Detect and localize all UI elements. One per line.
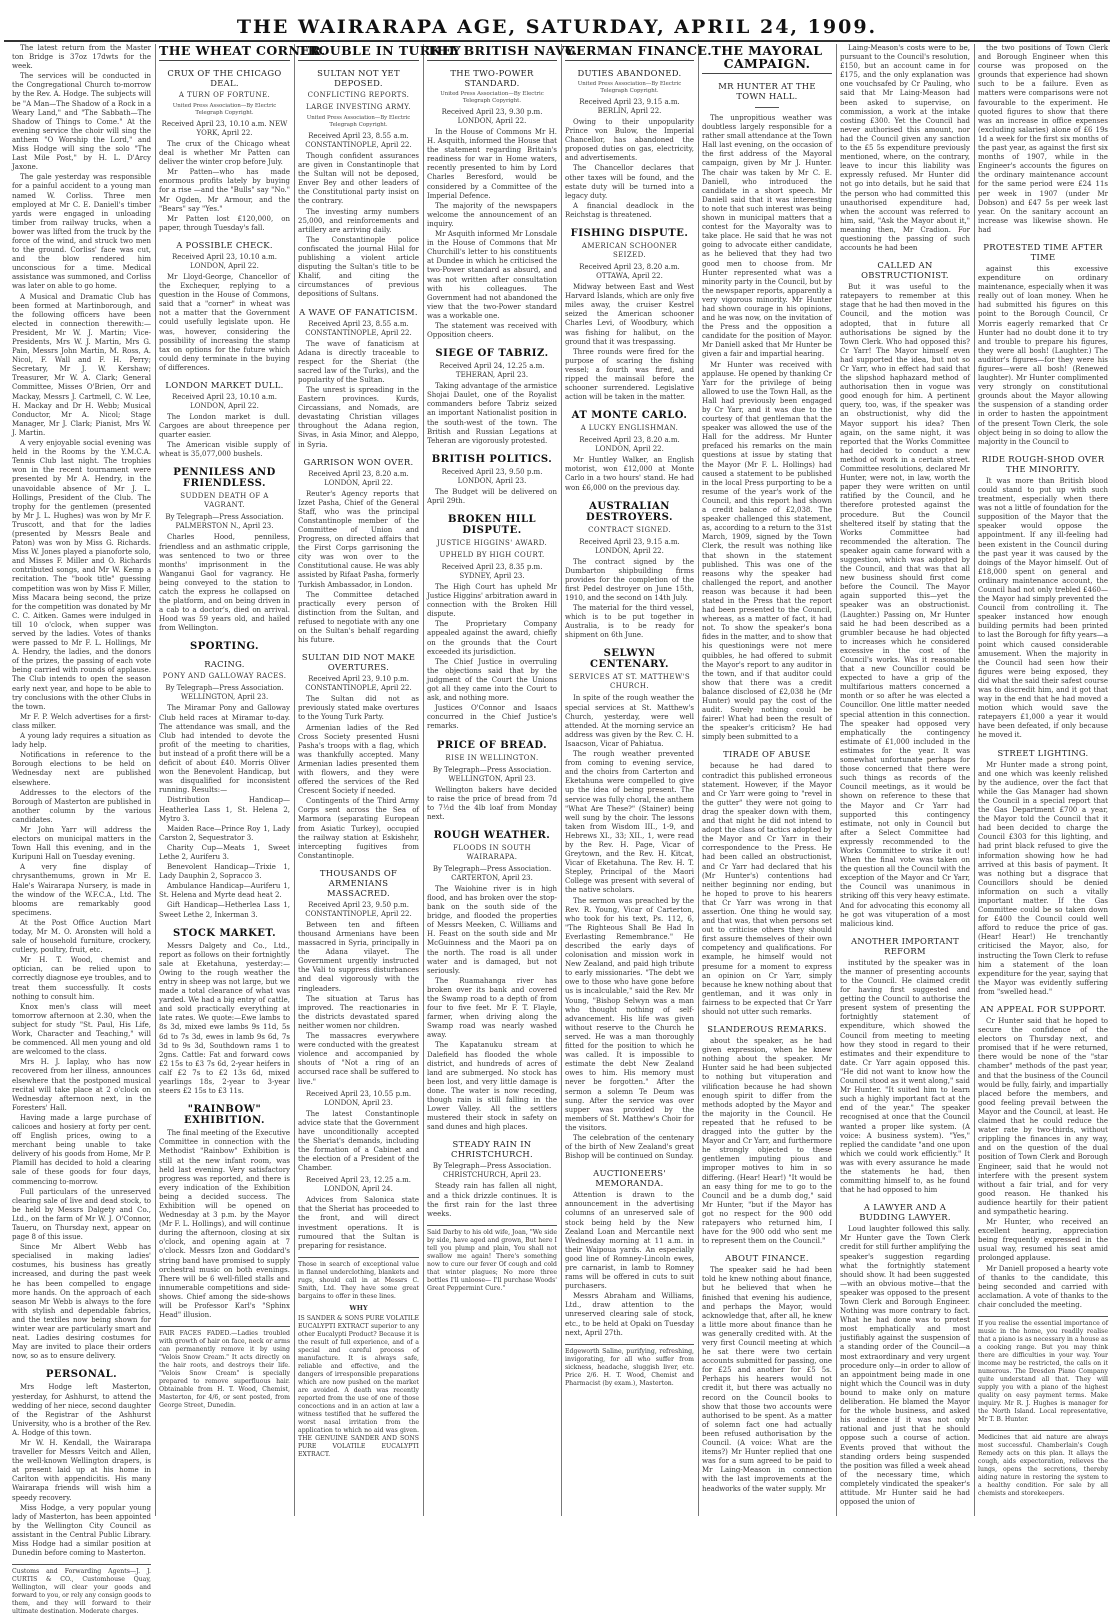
section-heading: STREET LIGHTING.	[997, 747, 1089, 758]
article-body	[978, 265, 1108, 447]
paragraph: The wave of fanaticism at Adana is directly traceable to respect for the Sheriat (the sacred law of the Turks), and the popularity of the Sultan.	[298, 339, 419, 384]
dateline: Received April 23, 10.10 a.m. LONDON, April 22.	[172, 392, 277, 410]
paragraph: Between ten and fifteen thousand Armenians have been massacred in Syria, principally in the Adana vilayet. The Government urgently instructed the Vali to suppress disturbances and deal vigorously with the ringleaders.	[298, 920, 419, 993]
paragraph: Advices from Salonica state that the Sheriat has proceeded to the front, and will direct investment operations. It is rumoured that the Sultan is preparing for resistance.	[298, 1196, 419, 1250]
advertisement-text: If you realise the essential importance of music in the home, you readily realise that a piano is as necessary in a house as a cooking range. But you may think there are difficulties in your way. Your income may be restricted, the calls on it numerous. The Dresden Piano Company quite understand all that. They will supply you with a piano of the highest quality on easy payment terms. Make inquiry. Mr R. J. Hughes is manager for the North Island. Local representative, Mr T. B. Hunter.	[978, 1320, 1108, 1423]
section-subheading: UPHELD BY HIGH COURT.	[439, 551, 545, 559]
advertisement-text: FAIR FACES FADED.—Ladies troubled with growth of hair on face, neck or arms can permanently remove it by using "Velois Snow Cream." It acts directly on the hair roots, and destroys their life. "Velois Snow Cream" is specially prepared to remove superfluous hair. Obtainable from H. T. Wood, Chemist, Masterton, for 4/6, or sent posted, from George Street, Dunedin.	[159, 1330, 290, 1410]
paragraph: Reuter's Agency reports that Izzet Pasha, Chief of the General Staff, who was the principal Constantinople member of the Committee of Union and Progress, on directed affairs that the First Corps garrisoning the city was won over to the Constitutional cause. He was ably assisted by Rifaat Pasha, formerly Turkish Ambassador, in London.	[298, 489, 419, 589]
article-body	[840, 1225, 970, 1507]
section-subheading: A TURN OF FORTUNE.	[178, 91, 271, 99]
article-body	[565, 694, 694, 1161]
paragraph: The Budget will be delivered on April 29th.	[427, 487, 557, 505]
paragraph: against this excessive expenditure on ordinary maintenance, especially when it was really out of loan money. When he had submitted his figures on this point to the Borough Council, Cr Morris eagerly remarked that Cr Hunter had no doubt done it to try and trouble to prepare his figures, they were all bosh! (Laughter.) The auditor's figures—for they were his figures—were all bosh! (Renewed laughter). Mr Hunter complimented very strongly on constitutional grounds about the Mayor allowing the suspension of a standing order in order to hasten the appointment of the present Town Clerk, the sole object being in so doing to allow the majority in the Council to	[978, 264, 1108, 446]
dateline: Received April 24, 12.25 a.m. TEHERAN, April 23.	[439, 362, 545, 380]
article-body	[978, 477, 1108, 741]
article-body	[565, 558, 694, 641]
paragraph: The final meeting of the Executive Committee in connection with the Methodist "Rainbow" Exhibition is still at the new infant room, was held last evening. Very satisfactory progress was reported, and there is every indication of the Exhibition being a decided success. The Exhibition will be opened on Wednesday at 3 p.m. by the Mayor (Mr F. L. Hollings), and will continue during the afternoon, closing at six o'clock, and opening again at 7 o'clock. Messrs Izon and Goddard's string band have promised to supply orchestral music on both evenings. There will be 6 well-filled stalls and innumerable competitions and side-shows. Chief among the side-shows will be Professor Karl's "Sphinx Head" illusion.	[159, 1129, 290, 1320]
paragraph: At the Post Office Auction Mart today, Mr M. O. Aronsten will hold a sale of household furniture, crockery, cutlery, poultry, fruit, etc.	[12, 918, 151, 955]
paragraph: Justices O'Connor and Isaacs concurred in the Chief Justice's remarks.	[427, 704, 557, 731]
paragraph: A Musical and Dramatic Club has been formed at Martinborough, and the following officers have been elected in connection therewith:—President, Mr W. J. Martin; Vice-Presidents, Mrs W. J. Martin, Mrs G. Pain, Messrs John Martin, M. Ross, A. Nicol, F. Wall and F. H. Perry; Secretary, Mr J. W. Kershaw; Treasurer, Mr W. A. Clark; General Committee, Misses O'Brien, Orr and Mackay, Messrs J. Cartmell, C. W. Lee, H. Mackay and Dr H. Webb; Musical Conductor, Mr A. Nicol; Stage Manager, Mr J. Clark; Pianist, Mrs W. J. Martin.	[12, 292, 151, 437]
paragraph: Armenian ladies of the Red Cross Society presented Husni Pasha's troops with a flag, which was thankfully accepted. Many Armenian ladies presented them with flowers, and they were offered the services of the Red Crescent Society if needed.	[298, 723, 419, 796]
paragraph: Having made a large purchase of calicoes and hosiery at forty per cent. off English prices, owing to a merchant being unable to take delivery of his goods from Home, Mr P. Plamill has decided to hold a clearing sale of these goods for four days, commencing to-morrow.	[12, 1113, 151, 1186]
column-divider	[836, 44, 837, 1516]
section-heading: SULTAN DID NOT MAKE OVERTURES.	[301, 652, 416, 673]
section-heading: AUSTRALIAN DESTROYERS.	[586, 500, 673, 523]
paragraph: The High Court has upheld Mr Justice Higgins' arbitration award in connection with the Broken Hill dispute.	[427, 583, 557, 619]
section-heading: ROUGH WEATHER.	[433, 829, 551, 841]
section-subheading: CONFLICTING REPORTS.	[307, 91, 410, 99]
section-heading: TIRADE OF ABUSE	[723, 749, 811, 760]
paragraph: The investing army numbers 25,000, and reinforcements and artillery are arriving daily.	[298, 207, 419, 234]
paragraph: Laing-Meason's costs were to be, pursuant to the Council's resolution, £150, but an account came in for £175, and the only explanation was one vouchsafed by Cr Pauling, who said that Mr Laing-Meason had been asked to supervise, on commission, a work at the intake costing £300. Yet the Council had never authorised this amount, nor had the Council given any sanction to the £5 5s expenditure previously mentioned, where, on the contrary, leave to incur this liability was expressly refused. Mr Hunter did not go into details, but he said that the person who had committed this unauthorised expenditure had, when the account was referred to him, said, "Ask the Mayor about it," meaning then, Mr Cradion. For questioning the passing of such accounts he had been	[840, 44, 970, 253]
paragraph: Addresses to the electors of the Borough of Masterton are published in another column by the various candidates.	[12, 788, 151, 824]
paragraph: The Sultan did not as previously stated make overtures to the Young Turk Party.	[298, 695, 419, 722]
dateline: Received April 23, 8.35 p.m. SYDNEY, April 23.	[441, 563, 543, 580]
section-heading: SULTAN NOT YET DEPOSED.	[317, 68, 400, 88]
paragraph: Full particulars of the unreserved clearing sale of live and dead stock, to be held by Messrs Dalgety and Co., Ltd., on the farm of Mr W. J. O'Connor, Taueru, on Thursday next, appear on page 8 of this issue.	[12, 1187, 151, 1242]
paragraph: The Miramar Pony and Galloway Club held races at Miramar to-day. The attendance was small, and the Club had intended to devote the profit of the meeting to charities, but instead of a profit there will be a deficit of about £40. Morris Oliver won the Benevolent Handicap, but was disqualified for inconsistent running. Results:—	[159, 704, 290, 795]
personal-paragraphs	[12, 1383, 151, 1558]
article-body	[159, 704, 290, 919]
article-body	[978, 761, 1108, 997]
paragraph: The American visible supply of wheat is 35,077,000 bushels.	[159, 441, 290, 459]
section-heading: STOCK MARKET.	[172, 927, 277, 939]
paragraph: Mr Daniell proposed a hearty vote of thanks to the candidate, this being seconded and carried with acclamation. A vote of thanks to the chair concluded the meeting.	[978, 1264, 1108, 1309]
article-body	[565, 1191, 694, 1338]
dateline: By Telegraph—Press Association. WELLINGTON, April 23.	[432, 765, 552, 783]
paragraph: The celebration of the centenary of the birth of New Zealand's great Bishop will be continued on Sunday.	[565, 1133, 694, 1161]
column-headline: TROUBLE IN TURKEY	[298, 44, 419, 61]
paragraph: Mr John Yarr will address the electors on municipal matters in the Town Hall this evening, and in the Kuripuni Hall on Tuesday evening.	[12, 825, 151, 862]
article-body	[298, 1110, 419, 1174]
paragraph: The contract signed by the Dumbarton shipbuilding firms provides for the completion of the first Pedel destroyer on June 15th, 1910, and the second on 14th July.	[565, 557, 694, 602]
paragraph: Mr Asquith informed Mr Lonsdale in the House of Commons that Mr Churchill's letter to his constituents at Dundee in which he criticised the two-Power standard as absurd, and was not written after consultation with his colleagues. The Government had not abandoned the view that the two-Power standard was a workable one.	[427, 230, 557, 320]
section-heading: SELWYN CENTENARY.	[589, 648, 670, 671]
paragraph: Notifications in reference to the Borough elections to be held on Wednesday next are published elsewhere.	[12, 751, 151, 787]
paragraph: Benevolent Handicap—Trixie 1, Lady Dauphin 2, Sopracco 3.	[159, 863, 290, 881]
paragraph: about the speaker, as he had given expression, when he knew nothing about the speaker. Mr Hunter said he had been subjected to nothing but vituperation and vilification because he had shown enough spirit to differ from the methods adopted by the Mayor and the majority in the Council. He repeated that he refused to be dragged into the gutter by the Mayor and Cr Yarr, and furthermore he strongly objected to these gentlemen imputing pious and improper motives to him in so differing. (Hear! Hear!) "It would be an easy thing for me to go to the Council and be a dumb dog," said Mr Hunter, "but if the Mayor has got no respect for the 900 odd ratepayers who returned him, I have for the 900 odd who sent me to represent them on the Council."	[702, 1037, 832, 1246]
article-body	[978, 44, 1108, 235]
paragraph: A young lady requires a situation as lady help.	[12, 732, 151, 750]
paragraph: Mr Patten—who has made enormous profits lately by buying for a rise —and the "Bulls" say "No." Mr Ogden, Mr Armour, and the "Bears" say "Yes."	[159, 168, 290, 213]
paragraph: The majority of the newspapers welcome the announcement of an inquiry.	[427, 201, 557, 228]
column-wheat-corner	[159, 43, 326, 1516]
column-divider	[155, 44, 156, 1516]
wire-credit: United Press Association—By Electric Telegraph Copyright.	[306, 115, 411, 128]
article-body	[702, 1266, 832, 1493]
page-left-margin	[0, 0, 6, 1523]
advertisement-text: Said Darby to his old wife, Joan, "We side by side, have aged and grown, But here I tell you plump and plain, You shall not swallow me again! There's something now to cure our fever Of cough and cold that winter plagues; No more three bottles I'll unloose— I'll purchase Woods' Great Peppermint Cure."	[427, 1228, 557, 1292]
paragraph: Messrs Abraham and Williams, Ltd., draw attention to the unreserved clearing sale of stock, etc., to be held at Opaki on Tuesday next, April 27th.	[565, 1292, 694, 1337]
dateline: Received April 23, 12.25 a.m. LONDON, April 24.	[306, 1176, 411, 1194]
dateline: Received April 23, 9.15 a.m. LONDON, April 22.	[579, 537, 680, 555]
article-body	[298, 340, 419, 450]
advertisement	[565, 1344, 694, 1388]
paragraph: Attention is drawn to the announcement in the advertising columns of an unreserved sale of stock being held by the New Zealand Loan and Mercantile next Wednesday morning at 11 a.m. in their Waipoua yards. An especially good line of Romney-Lincoln ewes, pre carnarist, in lamb to Romney rams will be offered in cuts to suit purchasers.	[565, 1191, 694, 1291]
section-heading: SPORTING.	[189, 641, 259, 653]
section-heading: FISHING DISPUTE.	[570, 228, 689, 240]
section-heading: DUTIES ABANDONED.	[577, 68, 682, 78]
article-body	[159, 140, 290, 233]
paragraph: A financial deadlock in the Reichstag is threatened.	[565, 201, 694, 219]
column-trouble-in-turkey	[298, 43, 462, 1516]
article-body	[427, 128, 557, 340]
paragraph: It was more than British blood could stand to put up with such treatment, especially when there was not a little of foundation for the supposition of the Mayor that the speaker would oppose the appointment. If any ill-feeling had been existent in the Council during the past year it was caused by the doings of the Mayor himself. Out of £18,000 spent on general and ordinary maintenance account, the Council had not only trebled £460—the Mayor had simply prevented the Council from controlling it. The speaker instanced how enough building permits had been printed to last the Borough for fifty years—a point which caused considerable amusement. When the majority in the Council had seen how their figures were being exposed, they did what the said their safest course was to discredit him, and it got that way in the end that he had moved a motion which would save the ratepayers £1,000 a year it would have been defeated, if only because he moved it.	[978, 476, 1108, 740]
section-heading: STEADY RAIN IN CHRISTCHURCH.	[451, 1139, 533, 1160]
paragraph: A very fine display of chrysanthemums, grown in Mr E. Hale's Wairarapa Nursery, is made in the window of the W.F.C.A., Ltd. The blooms are remarkably good specimens.	[12, 863, 151, 917]
article-body	[298, 1196, 419, 1251]
section-heading: BRITISH POLITICS.	[431, 453, 553, 465]
section-subheading: A LUCKY ENGLISHMAN.	[580, 424, 679, 433]
section-subheading: FLOODS IN SOUTH WAIRARAPA.	[453, 843, 531, 861]
paragraph: Mrs H. J. Iaplay, who has now recovered from her illness, announces elsewhere that the postponed musical recital will take place at 2 o'clock on Wednesday afternoon next, in the Foresters' Hall.	[12, 1058, 151, 1112]
advertisement	[12, 1564, 151, 1616]
column-divider	[698, 44, 699, 1516]
column-mayoral-campaign-continued	[840, 44, 970, 1516]
paragraph: Mr Hunter, who received an excellent hearing, appreciation being frequently expressed in the usual way, resumed his seat amid prolonged applause.	[978, 1218, 1108, 1263]
paragraph: The statement was received with Opposition cheers.	[427, 321, 557, 340]
dateline: Received April 23, 9.50 p.m. CONSTANTINOPLE, April 22.	[305, 900, 412, 918]
advertisement	[427, 1225, 557, 1293]
masthead-rule	[4, 40, 1110, 42]
paragraph: Mr H. T. Wood, chemist and optician, can be relied upon to correctly diagnose eye troubles, and to treat them successfully. It costs nothing to consult him.	[12, 956, 151, 1001]
section-subheading: PONY AND GALLOWAY RACES.	[162, 672, 287, 681]
paragraph: Mr Lloyd-George, Chancellor of the Exchequer, replying to a question in the House of Commons, said that a "corner" in wheat was not a matter that the Government could usefully legislate upon. He was, however, considering the possibility of increasing the stamp tax on options for the future which could deny terminate in the buying of differences.	[159, 272, 290, 372]
section-heading: MR HUNTER AT THE TOWN HALL.	[718, 81, 816, 101]
article-body	[298, 490, 419, 646]
section-heading: SIEGE OF TABRIZ.	[435, 348, 549, 360]
dateline: Received April 23, 8.20 a.m. LONDON, April 22.	[579, 436, 680, 454]
paragraph: Wellington bakers have decided to raise the price of bread from 7d to 7½d the 4lb loaf from Monday next.	[427, 785, 557, 821]
advertisement-text: Edgeworth Saline, purifying, refreshing, invigorating, for all who suffer from sickness, headache, sluggish liver, etc. Price 2/6. H. T. Wood, Chemist and Pharmacist (by exam.), Masterton.	[565, 1347, 694, 1387]
paragraph: Owing to their unpopularity Prince von Bulow, the Imperial Chancellor, has abandoned the proposed duties on gas, electricity, and advertisements.	[565, 118, 694, 163]
section-heading: PRICE OF BREAD.	[436, 739, 548, 751]
paragraph: The Constantinople police confiscated the journal Hilal for publishing a violent article disputing the Sultan's title to be Khalif, and citing the circumstances of previous depositions of Sultans.	[298, 235, 419, 299]
dateline: Received April 23, 8.20 a.m. OTTAWA, April 22.	[579, 263, 680, 281]
section-heading: GARRISON WON OVER.	[303, 456, 414, 467]
local-news-paragraphs	[12, 44, 151, 1361]
section-subheading: RACING.	[204, 659, 245, 670]
section-subheading: RISE IN WELLINGTON.	[445, 753, 539, 762]
paragraph: Midway between East and West Harvard Islands, which are only five miles away, the cruiser Kestrel seized the American schooner Charles Levi, of Woodbury, which was fishing for halibut, on the ground that it was trespassing.	[565, 283, 694, 346]
article-body	[840, 959, 970, 1195]
column-headline: THE WHEAT CORNER.	[159, 44, 290, 61]
paragraph: The Ruamahanga river has broken over its bank and covered the Swamp road to a depth of from four to five feet. Mr F. T. Flayle, farmer, when driving along the Swamp road was nearly washed away.	[427, 976, 557, 1040]
paragraph: The unrest is spreading in the Eastern provinces. Kurds, Circassians, and Nomads, are devastating Christian villages throughout the Adana region, Sivas, in Asia Minor, and Aleppo, in Syria.	[298, 385, 419, 449]
dateline: Received April 23, 9.30 p.m. LONDON, April 22.	[441, 108, 543, 125]
paragraph: Maiden Race—Prince Roy 1, Lady Carston 2, Sequestrator 3.	[159, 824, 290, 842]
paragraph: The sermon was preached by the Rev. R. Young, Vicar of Carterton, who took for his text, Ps. 112, 6, "The Righteous Shall Be Had In Everlasting Remembrance." He described the early days of colonisation and mission work in New Zealand, and paid high tribute to early missionaries. "The debt we owe to those who have gone before us is incalculable," said the Rev. Mr Young, "Bishop Selwyn was a man who thought nothing of self-advancement. His life was given without reserve to the Church he served. He was a man thoroughly fitted for the position to which he was called. It is impossible to estimate the debt New Zealand owes to him. His memory must never be forgotten." After the sermon a solemn Te Deum was sung. After the service was over supper was provided by the members of St. Matthew's Choir for the visitors.	[565, 896, 694, 1132]
column-divider	[423, 44, 424, 1516]
article-body	[840, 44, 970, 253]
paragraph: The Committee detached practically every person of distinction from the Sultan, and refused to negotiate with any one on the Sultan's behalf regarding his future.	[298, 590, 419, 645]
dateline: Received April 23, 8.20 a.m. LONDON, April 22.	[308, 469, 409, 487]
advertisement-text: IS SANDER & SONS PURE VOLATILE EUCALYPTI EXTRACT superior to any other Eucalypti Product? Because it is the result of full experience, and of a special and careful process of manufacture. It is always safe, reliable and effective, and the dangers of irresponsible preparations which are now pushed on the market are avoided. A death was recently reported from the use of one of those concoctions and in an action at law a witness testified that he suffered the worst nasal irritation from the application to which no aid was given. THE GENUINE SANDER AND SONS PURE VOLATILE EUCALYPTI EXTRACT.	[298, 1314, 419, 1458]
advertisement-text: Those in search of exceptional value in flannel underclothing, blankets and rugs, should call in at Messrs C. Smith, Ltd. They have some great bargains to offer in these lines.	[298, 1260, 419, 1300]
column-headline: THE BRITISH NAVY.	[427, 44, 557, 61]
dateline: By Telegraph—Press Association. PALMERSTON N., April 23.	[165, 513, 284, 531]
separator-rule	[755, 107, 779, 108]
paragraph: Distribution Handicap—Heatherlea Lass 1, St. Helena 2, Mytro 3.	[159, 796, 290, 823]
article-body	[298, 921, 419, 1087]
article-body	[565, 456, 694, 492]
paragraph: Though confident assurances are given in Constantinople that the Sultan will not be deposed, Enver Bey and other leaders of the Constitutional party insist on the contrary.	[298, 152, 419, 206]
paragraph: In the House of Commons Mr H. H. Asquith, informed the House that the statement regarding Britain's readiness for war in Home waters, recently presented to him by Lord Charles Beresford, would be considered by a Committee of the Imperial Defence.	[427, 128, 557, 200]
paragraph: Steady rain has fallen all night, and a thick drizzle continues. It is the first rain for the last three weeks.	[427, 1182, 557, 1218]
article-body	[427, 583, 557, 732]
article-body	[702, 762, 832, 1017]
dateline: Received April 23, 10.10 a.m. NEW YORK, April 22.	[161, 120, 288, 137]
article-body	[978, 1017, 1108, 1310]
section-heading: AT MONTE CARLO.	[571, 410, 688, 422]
wire-credit: United Press Association—By Electric Telegraph Copyright.	[577, 81, 682, 94]
section-heading: SLANDEROUS REMARKS.	[707, 1024, 827, 1035]
article-body	[565, 283, 694, 402]
paragraph: Ambulance Handicap—Auriferu 1, St. Helena and Myrte dead heat 2.	[159, 882, 290, 900]
section-heading: A WAVE OF FANATICISM.	[299, 306, 418, 317]
column-divider	[974, 44, 975, 1516]
article-body	[159, 942, 290, 1097]
advertisement-heading: WHY	[349, 1303, 368, 1312]
section-heading: RIDE ROUGH-SHOD OVER THE MINORITY.	[981, 453, 1105, 474]
paragraph: Mrs Hodge left Masterton, yesterday, for Ashhurst, to attend the wedding of her niece, second daughter of the Registrar of the Ashhurst University, who is a brother of the Rev. A. Hodge of this town.	[12, 1383, 151, 1437]
section-subheading: AMERICAN SCHOONER SEIZED.	[581, 242, 678, 260]
column-divider	[294, 44, 295, 1516]
section-subheading: LARGE INVESTING ARMY.	[306, 103, 411, 111]
advertisement	[978, 1430, 1108, 1498]
dateline: Received April 23, 9.15 a.m. BERLIN, April 22.	[579, 98, 680, 115]
paragraph: the two positions of Town Clerk and Borough Engineer when this course was proposed on the grounds that experience had shown such to be a failure. Even as matters were comparisons were not favourable to the experiment. He quoted figures to show that there was an increase in office expenses (excluding salaries) alone of £6 19s 1d a week for the first six months of the past year, as against the first six months of 1907, while in the Engineer's accounts the figures on the ordinary maintenance account for the same period were £24 11s per week in 1907 (under Mr Dobson) and £47 5s per week last year. On the sanitary account an increase was likewise shown. He had	[978, 44, 1108, 234]
advertisement	[978, 1316, 1108, 1424]
paragraph: The speaker said he had been told he knew nothing about finance, but he believed that when he finished that evening his audience, and perhaps the Mayor, would acknowledge that, after all, he knew a little more about finance than he was generally credited with. At the very first Council meeting at which he sat there were two certain accounts submitted for passing, one for £25 and another for £5 5s. Perhaps his hearers would not credit it, but there was actually no record on the Council books to show that those two accounts were authorised to be spent. As a matter of solemn fact one had actually been refused authorisation by the Council. (A voice: What are the items?) Mr Hunter replied that one was for a sum agreed to be paid to Mr Laing-Meason in connection with the last improvements at the headworks of the water supply. Mr	[702, 1266, 832, 1493]
dateline: Received April 23, 9.50 p.m. LONDON, April 23.	[441, 467, 543, 485]
dateline: By Telegraph—Press Association. WELLINGTON, April 23.	[165, 684, 284, 702]
paragraph: The latest return from the Master ton Bridge is 37oz 17dwts for the week.	[12, 44, 151, 71]
column-british-navy	[427, 43, 578, 1516]
article-body	[702, 1037, 832, 1246]
article-body	[427, 786, 557, 822]
paragraph: The latest Constantinople advice state that the Government have unconditionally accepted the Sheriat's demands, including the formation of a Cabinet and the election of a President of the Chamber.	[298, 1109, 419, 1173]
section-heading: ANOTHER IMPORTANT REFORM	[851, 935, 959, 956]
paragraph: The services will be conducted in the Congregational Church to-morrow by the Rev. A. Hodge. The subjects will be "A Man—The Shadow of a Rock in a Weary Land," and "The Sabbath—The Shadow of Things to Come." At the evening service the choir will sing the anthem "O Worship the Lord," and Miss Hodge will sing the solo "The Last Mile Post," by H. L. D'Arcy Jaxone.	[12, 72, 151, 172]
paragraph: Mr F. P. Welch advertises for a first-class milker.	[12, 712, 151, 730]
section-heading: "RAINBOW" EXHIBITION.	[184, 1104, 265, 1127]
advertisement	[298, 1257, 419, 1459]
dateline: Received April 23, 8.55 a.m. CONSTANTINOPLE, April 22.	[305, 132, 412, 149]
column-headline: GERMAN FINANCE.	[565, 44, 694, 61]
paragraph: Miss Hodge, a very popular young lady of Masterton, has been appointed by the Wellington City Council as assistant in the Central Public Library. Miss Hodge had a similar position at Dunedin before coming to Masterton.	[12, 1503, 151, 1558]
paragraph: The situation at Tarus has improved. The reactionaries in the districts devastated spared neither women nor children.	[298, 994, 419, 1030]
article-body	[159, 413, 290, 459]
section-heading: CRUX OF THE CHICAGO DEAL.	[167, 68, 282, 88]
paragraph: The unpropitious weather was doubtless largely responsible for a rather small attendance at the Town Hall last evening, on the occasion of the first address of the Mayoral campaign, given by Mr J. Hunter. The chair was taken by Mr C. E. Daniell, who introduced the candidate in a short speech. Mr Daniell said that it was interesting to note that such interest was being shown in municipal matters that a contest for the Mayoralty was to take place. He said that he was not going to advocate either candidate, as he believed that they had two good men to choose from. Mr Hunter represented what was a minority party in the Council, but by the newspaper reports, apparently a very vigorous minority. Mr Hunter had shown courage in his opinions, and he was now, on the invitation of the Press and the opposition a candidate for the position of Mayor. Mr Daniell asked that Mr Hunter be given a fair and impartial hearing.	[702, 114, 832, 359]
advertisement-text: Medicines that aid nature are always most successful. Chamberlain's Cough Remedy acts on this plan. It allays the cough, aids expectoration, relieves the lungs, opens the secretions, thereby aiding nature in restoring the system to a healthy condition. For sale by all chemists and storekeepers.	[978, 1434, 1108, 1497]
paragraph: Mr Huntley Walker, an English motorist, won £12,000 at Monte Carlo in a two hours' stand. He had won £6,000 on the previous day.	[565, 456, 694, 492]
paragraph: Gift Handicap—Hetherlea Lass 1, Sweet Lethe 2, Inkerman 3.	[159, 901, 290, 919]
wire-credit: United Press Association—By Electric Telegraph Copyright.	[172, 103, 277, 116]
advertisement-text: Customs and Forwarding Agents—J. J. CURTIS & CO., Customhouse Quay, Wellington, will clear your goods and forward to you, or rely any consign goods to them, and they will forward to their ultimate destination. Moderate charges.	[12, 1568, 151, 1616]
paragraph: Mr Hunter was received with applause. He opened by thanking Cr Yarr for the privilege of being allowed to use the Town Hall, as the Hall had previously been engaged by Cr Yarr, and it was due to the courtesy of that gentleman that the speaker was allowed the use of the Hall for the address. Mr Hunter prefaced his remarks on the main questions at issue by stating that the Mayor (Mr F. L. Hollings) had caused a statement to be published in the local Press purporting to be a resume of the year's work of the Council, and this report had shown a credit balance of £2,038. The speaker challenged this statement, as, according to a return to the 31st March, 1909, signed by the Town Clerk, the result was nothing like that shown in the statement published. This was one of the reasons why the speaker had challenged the report, and another reason was because it had been stated in the Press that the report had been presented to the Council, whereas, as a matter of fact, it had not. To show the speaker's bona fides in the matter, and to show that his questionings were not mere quibbles, he had offered to submit the Mayor's report to any auditor in the town, and if that auditor could show that there was a credit balance disclosed of £2,038 he (Mr Hunter) would pay the cost of the audit. Surely nothing could be fairer! What had been the result of the speaker's criticism? He had simply been submitted to a	[702, 360, 832, 742]
paragraph: The gale yesterday was responsible for a painful accident to a young man named W. Corliss. Three men employed at Mr C. E. Daniell's timber yards were engaged in unloading timber from railway trucks, when a bower was lifted from the truck by the force of the wind, and struck two men to the ground. Corliss' face was cut, and the blow rendered him unconscious for a time. Medical assistance was summoned, and Corliss was later on able to go home.	[12, 173, 151, 291]
section-subheading: SUDDEN DEATH OF A VAGRANT.	[180, 492, 269, 510]
paragraph: The Kapatanuku stream at Dalefield has flooded the whole district, and hundreds of acres of land are submerged. No stock has been lost, and very little damage is done. The water is now receding, though rain is still falling in the Lower Valley. All the settlers mustered their stock in safety on sand dunes and high places.	[427, 1041, 557, 1132]
advertisement	[159, 1326, 290, 1410]
masthead	[0, 0, 1114, 42]
paragraph: Taking advantage of the armistice Shojai Daulet, one of the Royalist commanders before Tabriz seized an important Nationalist position in the south-west of the town. The British and Russian Legations at Teheran are vigorously protested.	[427, 382, 557, 445]
section-heading: THE TWO-POWER STANDARD.	[450, 68, 534, 88]
section-heading: LONDON MARKET DULL.	[165, 379, 284, 390]
paragraph: A very enjoyable social evening was held in the Rooms by the Y.M.C.A. Tennis Club last night. The trophies won in the recent tournament were presented by Mr A. Hendry, in the unavoidable absence of Mr J. L. Hollings, President of the Club. The trophy for the gentlemen (presented by Mr J. L. Hughes) was won by Mr F. Truscott, and that for the ladies (presented by Messrs Beale and Paton) was won by Miss G. Richards. Miss W. Jones played a pianoforte solo, and Misses F. Miller and O. Richards contributed songs, and Mr W. Kemp a recitation. The "book title" guessing competition was won by Miss F. Miller, Miss Macara being second, the prize for the competition was donated by Mr C. C. Aitken. Games were indulged in till 10 o'clock, when supper was served by the ladies. Votes of thanks were passed to Mr F. L. Hollings, Mr A. Hendry, the ladies, and the donors of the prizes, the passing of each vote being carried with rounds of applause. The Club intends to open the season early next year, and hope to be able to try conclusions with the other Clubs in the town.	[12, 439, 151, 711]
article-body	[159, 533, 290, 633]
section-heading: PENNILESS AND FRIENDLESS.	[173, 467, 276, 490]
section-subheading: CONTRACT SIGNED.	[588, 525, 671, 534]
article-body	[840, 283, 970, 929]
dateline: Received April 23, 10.55 p.m. LONDON, April 23.	[305, 1089, 412, 1107]
column-divider	[561, 44, 562, 1516]
article-body	[159, 1129, 290, 1320]
section-heading: AUCTIONEERS' MEMORANDA.	[593, 1168, 666, 1189]
article-body	[427, 488, 557, 506]
article-body	[159, 273, 290, 373]
article-body	[427, 382, 557, 446]
paragraph: Charity Cup—Meats 1, Sweet Lethe 2, Auriferu 3.	[159, 843, 290, 861]
paragraph: The crux of the Chicago wheat deal is whether Mr Patten can deliver the winter crop before July.	[159, 140, 290, 167]
article-body	[427, 1182, 557, 1218]
paragraph: The London market is dull. Cargoes are about threepence per quarter easier.	[159, 412, 290, 440]
paragraph: because he had dared to contradict this published erroneous statement. However, if the Mayor and Cr Yarr were going to "revel in the gutter" they were not going to drag the speaker down with them, and that night he did not intend to adopt the class of tactics adopted by the Mayor and Cr Yarr in their correspondence to the Press. He had been called an obstructionist, and Cr Yarr had declared that his (Mr Hunter's) contentions had neither beginning nor ending, but he hoped to prove to his hearers that Cr Yarr was wrong in that assertion. One thing he would say, and that was, that when persons set out to criticise others they should first assure themselves of their own competency and qualifications. For example, he himself would not presume for a moment to express an opinion on Cr Yarr, simply because he knew nothing about that gentleman, and it was only in fairness to be expected that Cr Yarr should not utter such remarks.	[702, 762, 832, 1016]
section-heading: BROKEN HILL DISPUTE.	[447, 514, 537, 536]
article-body	[298, 152, 419, 300]
wire-credit: United Press Association—By Electric Telegraph Copyright.	[440, 91, 544, 104]
dateline: Received April 23, 8.55 a.m. CONSTANTINOPLE, April 22.	[305, 319, 412, 337]
newspaper-masthead-title: THE WAIRARAPA AGE, SATURDAY, APRIL 24, 1909.	[236, 16, 878, 38]
paragraph: Contingents of the Third Army Corps sent across the Sea of Marmora (separating European from Asiatic Turkey), occupied the railway station at Eskishehr, intercepting fugitives from Constantinople.	[298, 797, 419, 860]
paragraph: Mr W. H. Kendall, the Wairarapa traveller for Messrs Veitch and Allen, the well-known Wellington drapers, is at present laid up at his home in Carlton with appendicitis. His many Wairarapa friends will wish him a speedy recovery.	[12, 1438, 151, 1502]
paragraph: Mr Hunter made a strong point, and one which was keenly relished by the audience, over the fact that while the Gas Manager had shown the Council in a special report that the Gas Department £700 a year, the Mayor told the Council that it had been decided to charge the Council £303 for this lighting, and had print black refused to give the information showing how he had arrived at this basis of payment. It was nothing but a disgrace that Councillors should be denied information on such a vitally important matter. If the Gas Committee could be so taken down for £400 the Council could well afford to reduce the price of gas. (Hear! Hear!) He trenchantly criticised the Mayor, also, for instructing the Town Clerk to refuse him a statement of the loan expenditure for the year, saying that the Mayor was evidently suffering from "swelled head."	[978, 760, 1108, 996]
article-body	[702, 114, 832, 742]
article-body	[298, 695, 419, 861]
dateline: By Telegraph—Press Association. CARTERTON, April 23.	[432, 864, 552, 882]
paragraph: The Proprietary Company appealed against the award, chiefly on the grounds that the Court exceeded its jurisdiction.	[427, 620, 557, 656]
paragraph: Knox men's class will meet tomorrow afternoon at 2.30, when the subject for study "St. Paul, His Life, Work, Character and Teaching," will be commenced. All men young and old are welcomed to the class.	[12, 1002, 151, 1057]
dateline: By Telegraph—Press Association. CHRISTCHURCH, April 23.	[432, 1162, 552, 1180]
column-german-finance	[565, 43, 713, 1516]
paragraph: The material for the third vessel, which is to be put together in Australia, is to be ready for shipment on 6th June.	[565, 604, 694, 640]
paragraph: instituted by the speaker was in the manner of presenting accounts to the Council. He claimed credit for having first suggested and getting the Council to authorise the present system of presenting the fortnightly statement of expenditure, which showed the Council from meeting to meeting how they stood in regard to their estimates and their expenditure to date. Cr Yarr again opposed this. "He did not want to know how the Council stood as it went along," said Mr Hunter. "It suited him to learn such a highly important fact at the end of the year." The speaker recognised at once that the Council wanted a proper like system. (A voice: A business system). "Yes," replied the candidate "and one upon which we could work efficiently." It was with every assurance he made the statements he had, then committing himself to, as he found that he had opposed to him	[840, 958, 970, 1195]
section-heading: ABOUT FINANCE.	[725, 1253, 809, 1264]
paragraph: The rough weather prevented from coming to evening service, and the choirs from Carterton and Eketahuna were compelled to give up the idea of being present. The service was fully choral, the anthem "What Are These?" (Stainer) being well sung by the choir. The lessons taken from Wisdom III., 1-9, and Hebrews XI., 33; XII., 1, were read by the Rev. H. Page, Vicar of Greytown, and the Rev. H. Kitcat, Vicar of Eketahuna. The Rev. H. T. Stepley, Principal of the Maori College was present with several of the native scholars.	[565, 750, 694, 895]
section-heading: A POSSIBLE CHECK.	[176, 239, 273, 250]
section-heading: THOUSANDS OF ARMENIANS MASSACRED.	[319, 867, 398, 898]
paragraph: The Chief Justice in overruling the objections said that by the judgment of the Court the Unions got all they came into the Court to ask, and nothing more.	[427, 657, 557, 703]
paragraph: Mr Patten lost £120,000, on paper, through Tuesday's fall.	[159, 214, 290, 232]
article-body	[565, 118, 694, 220]
dateline: Received April 23, 10.10 a.m. LONDON, April 22.	[172, 252, 277, 270]
section-subheading: SERVICES AT ST. MATTHEW'S CHURCH.	[568, 673, 691, 691]
column-headline: THE MAYORAL CAMPAIGN.	[702, 44, 832, 74]
paragraph: Since Mr Albert Webb has specialised in making ladies' costumes, his business has greatly increased, and during the past week he has been compelled to engage more hands. On the approach of each season Mr Webb is always to the fore with stylish and dependable fabrics, and the textiles now being shown for winter wear are particularly smart and neat. Ladies desiring costumes for May are invited to place their orders now, so as to ensure delivery.	[12, 1243, 151, 1361]
section-subheading: JUSTICE HIGGINS' AWARD.	[436, 539, 548, 547]
paragraph: In spite of the rough weather the special services at St. Matthew's Church, yesterday, were well attended. At the morning service an address was given by the Rev. C. H. Isaacson, Vicar of Pahiatua.	[565, 694, 694, 748]
paragraph: Three rounds were fired for the purpose of scaring the fishing vessel; a fourth was fired, and ripped the mainsail before the schooner surrendered. Legislative action will be taken in the matter.	[565, 347, 694, 402]
paragraph: Loud laughter followed this sally. Mr Hunter gave the Town Clerk credit for still further amplifying the speaker's suggestion regarding what the fortnightly statement should show. It had been suggested —with an obvious motive—that the speaker was opposed to the present Town Clerk and Borough Engineer. Nothing was more contrary to fact. What he had done was to protest most emphatically and most justifiably against the suspension of a standing order of the Council—a most extraordinary and very urgent procedure only—in order to allow of an appointment being made in one night which the Council was in duty bound to make only on mature deliberation. He blamed the Mayor for the whole business, and asked his audience if it was not only rational and just that he should oppose such a course of action. Events proved that without the standing orders being suspended the position was filled a week ahead of the necessary time, which completely vindicated the speaker's attitude. Mr Hunter said he had opposed the union of	[840, 1225, 970, 1507]
paragraph: The Chancellor declares that other taxes will be found, and the estate duty will be turned into a legacy duty.	[565, 164, 694, 200]
column-mayoral-campaign	[702, 44, 832, 1516]
dateline: Received April 23, 9.10 p.m. CONSTANTINOPLE, April 22.	[305, 675, 412, 693]
paragraph: The massacres everywhere were conducted with the greatest violence and accompanied by shouts of "Not a ring of an accursed race shall be suffered to live."	[298, 1032, 419, 1086]
paragraph: Charles Hood, penniless, friendless and an asthmatic cripple, was sentenced to two or three months' imprisonment in the Wanganui Gaol for vagrancy. He being conveyed to the station to catch the express he collapsed on the platform, and on being driven in a cab to a doctor's, died on arrival. Hood was 59 years old, and hailed from Wellington.	[159, 533, 290, 633]
paragraph: Cr Hunter said that he hoped to secure the confidence of the electors on Thursday next, and promised that if he were returned, there would be none of the "star chamber" methods of the past year, and that the business of the Council would be fully, fairly, and impartially placed before the members, and good feeling prevail between the Mayor and the Council, at least. He claimed that he could reduce the water rate by two-thirds, without crippling the finances in any way, and on the question of the dual position of Town Clerk and Borough Engineer, said that he would not interfere with the present system without a fair trial, and for very good reason. He thanked his audience heartily for their patient and sympathetic hearing.	[978, 1017, 1108, 1216]
section-heading: A LAWYER AND A BUDDING LAWYER.	[859, 1202, 951, 1223]
section-heading: AN APPEAL FOR SUPPORT.	[979, 1004, 1107, 1014]
paragraph: The Waiohine river is in high flood, and has broken over the stop-bank on the south side of the bridge, and flooded the properties of Messrs Meeken, C. Williams and H. Feast on the south side and Mr McGuinness and the Maori pa on the north. The road is all under water and is damaged, but not seriously.	[427, 884, 557, 975]
paragraph: Messrs Dalgety and Co., Ltd., report as follows on their fortnightly sale at Eketahuna, yesterday:—Owing to the rough weather the entry in sheep was not large, but we made a total clearance of what was yarded. We had a big entry of cattle, and sold practically everything at late rates. We quote:—Ewe lambs to 8s 3d, mixed ewe lambs 9s 11d, 5s 6d to 7s 3d, ewes in lamb 9s 6d, 7s 3d to 9s 3d, Southdown rams 1 to 2gns. Cattle: Fat and forward cows £2 15s to £3 7s 6d, 2-year heifers in calf £2 7s to £2 13s 6d, mixed yearlings 18s, 2-year to 3-year steers £2 15s to £3 11s.	[159, 941, 290, 1096]
section-heading: PROTESTED TIME AFTER TIME	[983, 241, 1103, 262]
column-local-news	[12, 44, 151, 1616]
article-body	[427, 885, 557, 1133]
personal-heading: PERSONAL.	[45, 1369, 118, 1381]
column-mayoral-campaign-concluded	[978, 44, 1108, 1516]
section-heading: CALLED AN OBSTRUCTIONIST.	[861, 260, 949, 281]
paragraph: But it was useful to the ratepayers to remember at this stage that he had then moved in the Council, and the motion was adopted, that in future all authorisations be signed by the Town Clerk. Who had opposed this? Cr Yarr! The Mayor himself even had supported the idea, but not so Cr Yarr, who in effect had said that the slipshod haphazard method of authorisation then in vogue was good enough for him. A pertinent query, too, was, if the speaker was an obstructionist, why did the Mayor support his idea? Then again, on the same night, it was reported that the Works Committee had decided to conduct a new method of work in a certain street. Committee resolutions, declared Mr Hunter, were not, in law, worth the paper they were written on until ratified by the Council, and he therefore protested against the procedure. But the Council sheltered itself by stating that the Works Committee had recommended the alteration. The speaker again came forward with a suggestion, which was adopted by the Council, and that was that all new business should first come before the Council. The Mayor again supported this—yet the speaker was an obstructionist. (Laughter.) Passing on, Mr Hunter said he had been described as a grumbler because he had objected to increases which he considered excessive in the cost of the Council's works. Was it reasonable that a new Councillor could be expected to have a grip of the multifarious matters concerned a month or so after he was elected a Councillor. One little matter needed special attention in this connection. The speaker had opposed very emphatically the contingency estimate of £1,000 included in the estimates for the year. It was somewhat unfortunate perhaps for those concerned that there were such things as records of the Council meetings, as it would be shown on reference to these that the Mayor and Cr Yarr had supported this contingency estimate, not only in Council but after a Select Committee had expressly recommended to the Works Committee to strike it out! When the final vote was taken on the question all the Council with the exception of the Mayor and Cr Yarr, the Council was unanimous in striking off this very heavy estimate. And for advocating this economy all he got was vituperation of a most malicious kind.	[840, 283, 970, 928]
